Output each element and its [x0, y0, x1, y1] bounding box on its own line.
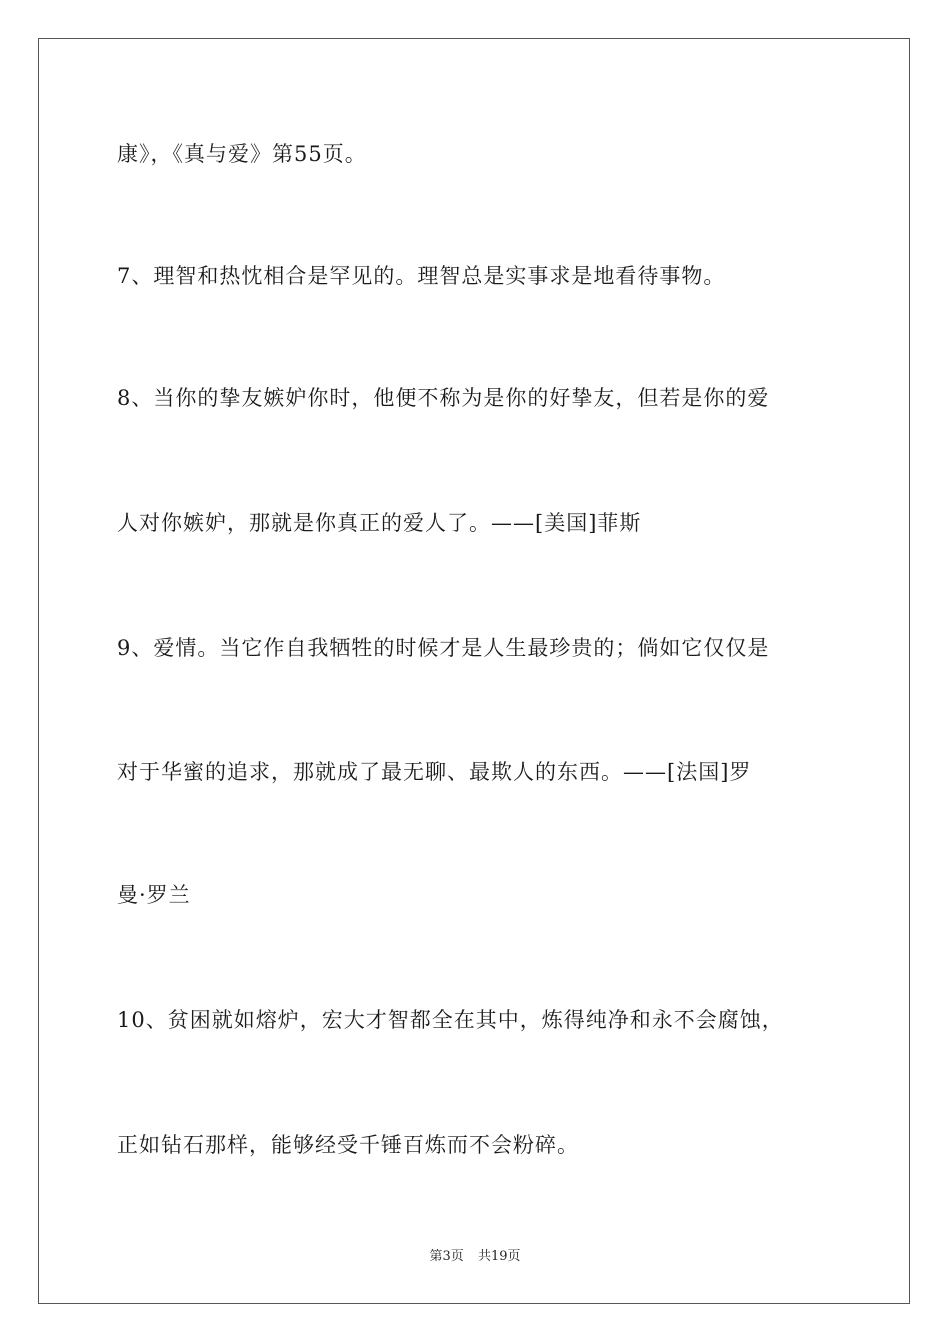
text-line-1: 康》，《真与爱》第55页。 [117, 142, 367, 166]
page-number: 第3页 [429, 1249, 464, 1264]
text-line-7: 曼·罗兰 [117, 883, 191, 907]
page-footer [0, 1248, 950, 1266]
text-line-4: 人对你嫉妒，那就是你真正的爱人了。——[美国]菲斯 [117, 511, 642, 535]
text-line-3: 8、当你的挚友嫉妒你时，他便不称为是你的好挚友，但若是你的爱 [117, 386, 770, 410]
text-line-6: 对于华蜜的追求，那就成了最无聊、最欺人的东西。——[法国]罗 [117, 760, 752, 784]
text-line-2: 7、理智和热忱相合是罕见的。理智总是实事求是地看待事物。 [117, 264, 726, 288]
text-line-9: 正如钻石那样，能够经受千锤百炼而不会粉碎。 [117, 1133, 579, 1157]
text-line-5: 9、爱情。当它作自我牺牲的时候才是人生最珍贵的；倘如它仅仅是 [117, 636, 770, 660]
text-line-8: 10、贫困就如熔炉，宏大才智都全在其中，炼得纯净和永不会腐蚀， [117, 1008, 784, 1032]
page-border [38, 38, 910, 1304]
page-total: 共19页 [477, 1249, 521, 1264]
